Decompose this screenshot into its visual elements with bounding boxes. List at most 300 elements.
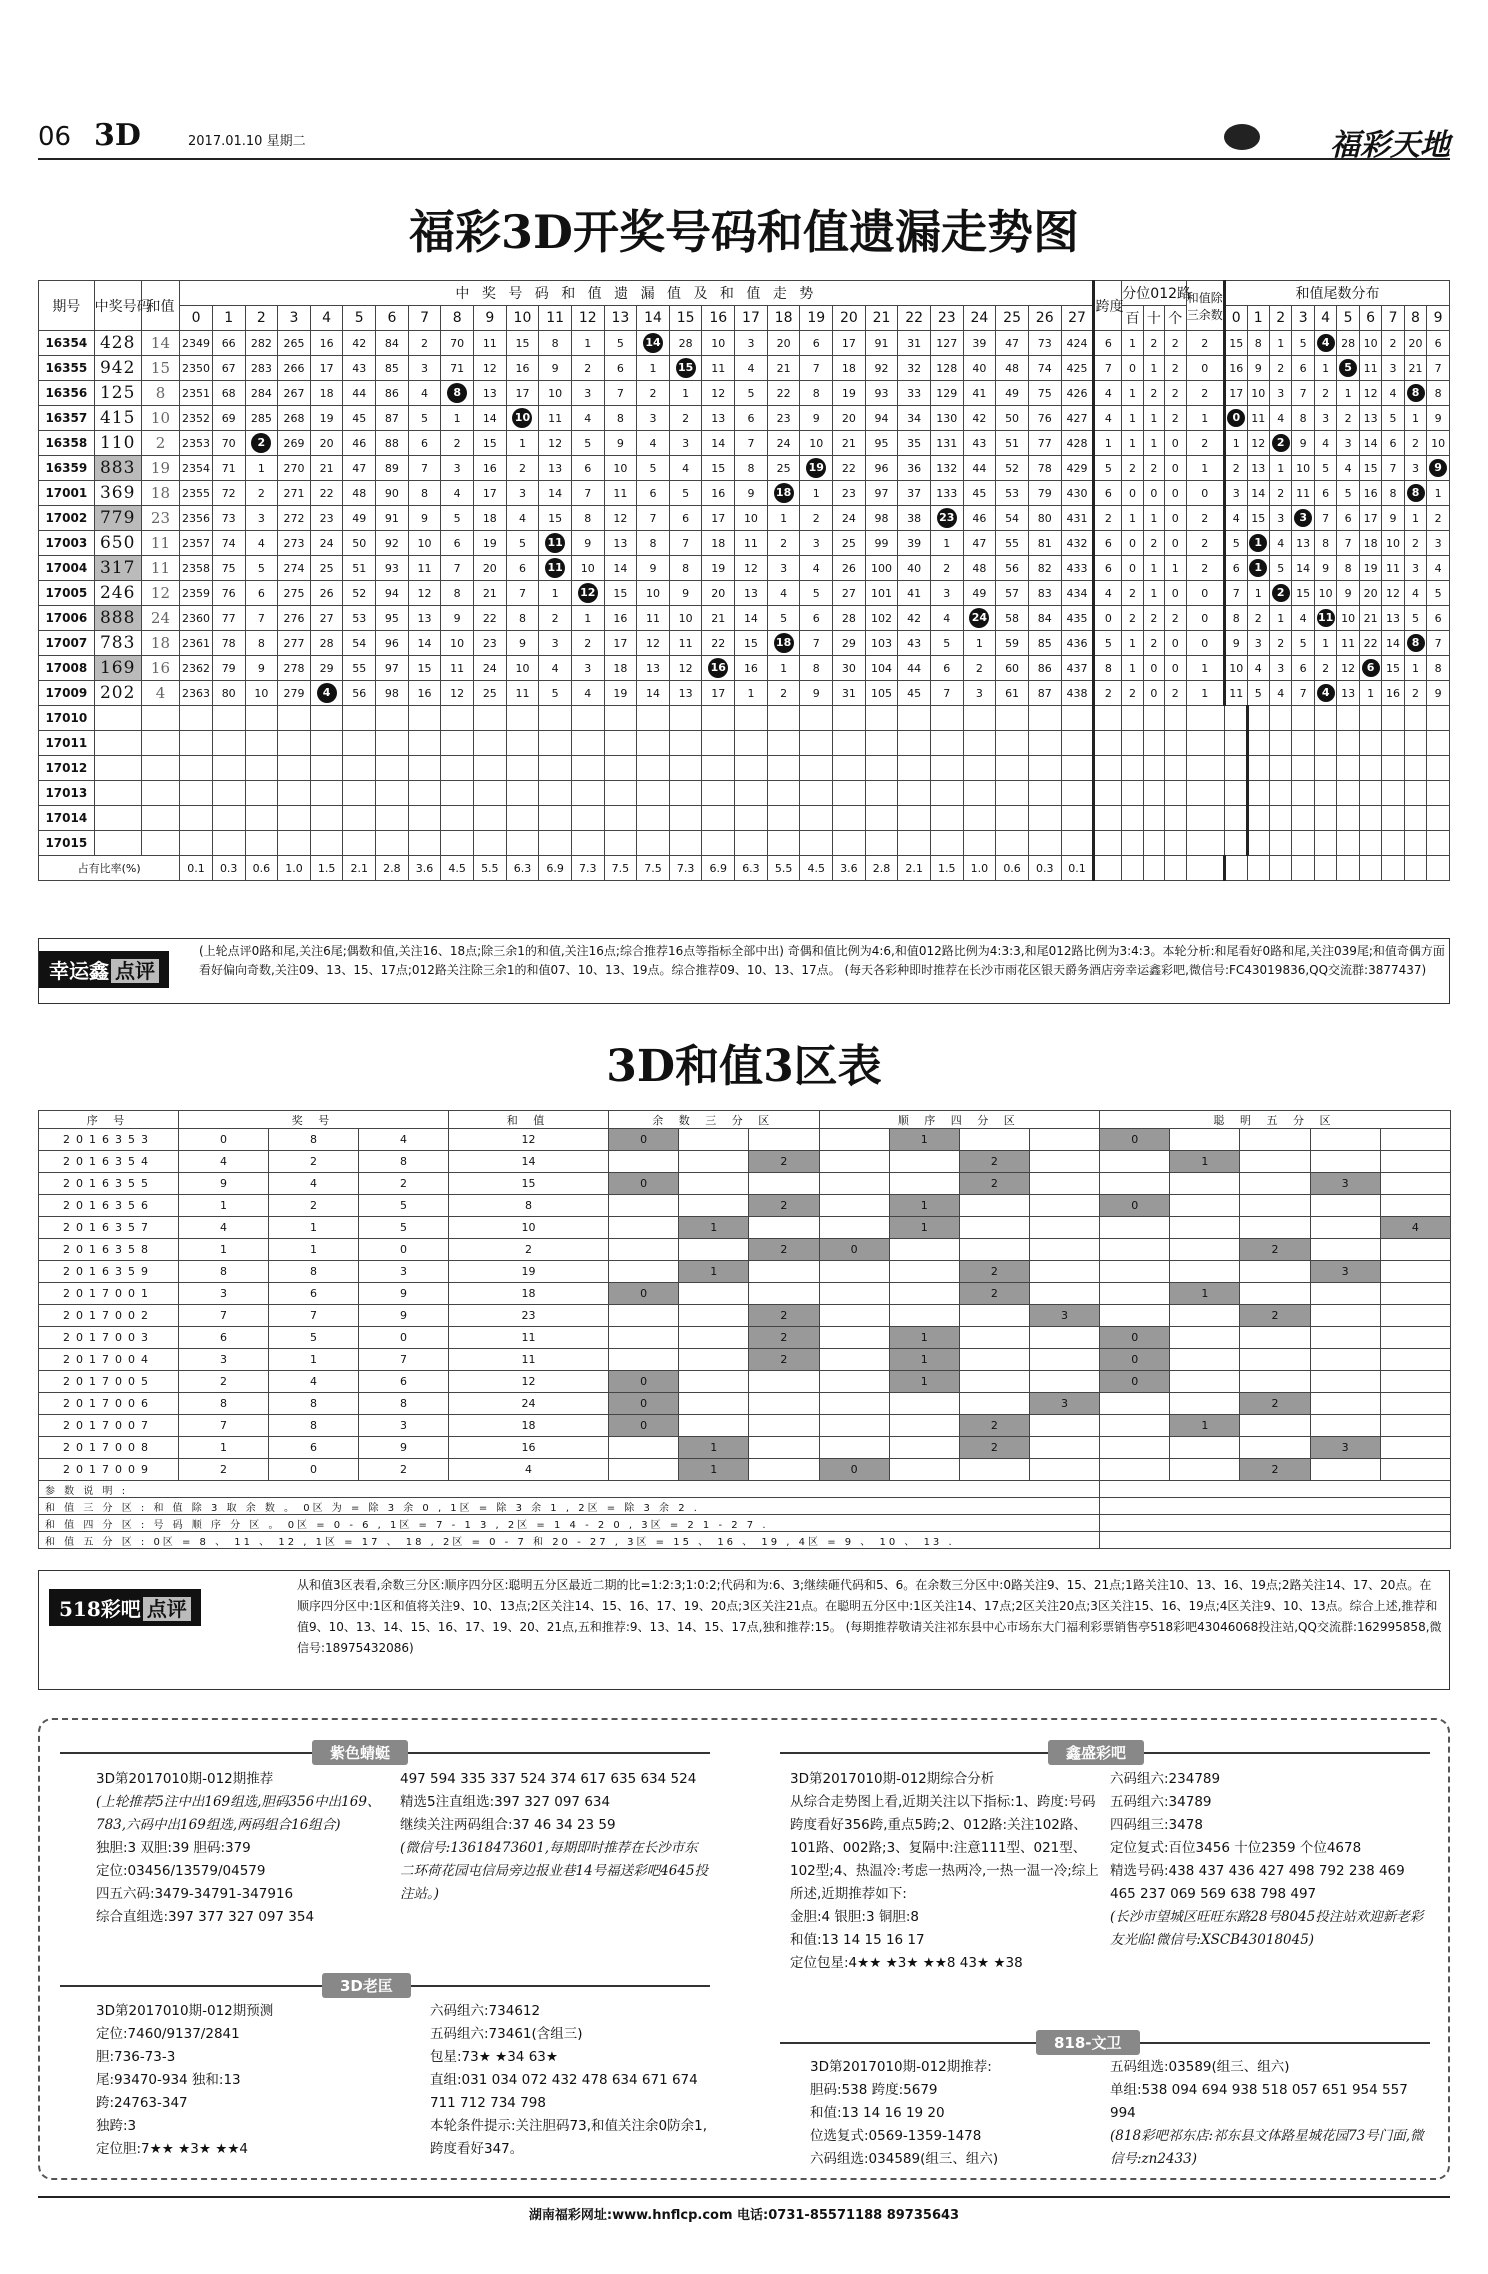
omit-cell: 24 bbox=[310, 531, 343, 556]
omit-cell: 2 bbox=[408, 331, 441, 356]
sum-head: 0 bbox=[180, 306, 213, 331]
empty-cell bbox=[1247, 806, 1269, 831]
tail-cell: 5 bbox=[1404, 606, 1426, 631]
tail-cell: 2 bbox=[1314, 381, 1336, 406]
tail-cell: 5 bbox=[1337, 481, 1359, 506]
ratio-value: 0.6 bbox=[996, 856, 1029, 881]
empty-cell bbox=[604, 756, 637, 781]
zone5-cell bbox=[1100, 1217, 1170, 1239]
omit-cell: 5 bbox=[441, 506, 474, 531]
empty-cell bbox=[1061, 756, 1094, 781]
omit-cell: 1 bbox=[539, 581, 572, 606]
empty-row bbox=[39, 781, 1450, 806]
zone5-cell bbox=[1380, 1415, 1450, 1437]
ratio-value: 1.5 bbox=[930, 856, 963, 881]
zone5-cell: 0 bbox=[1100, 1129, 1170, 1151]
omit-cell: 84 bbox=[376, 331, 409, 356]
tail-cell: 7 bbox=[1292, 681, 1314, 706]
omit-cell: 16 bbox=[506, 356, 539, 381]
zise-right-col bbox=[400, 1768, 710, 1906]
empty-cell bbox=[1404, 706, 1426, 731]
tail-head: 8 bbox=[1404, 306, 1426, 331]
recommend-line: 3D第2017010期-012期预测 bbox=[96, 2003, 274, 2019]
empty-cell bbox=[996, 706, 1029, 731]
empty-cell bbox=[898, 781, 931, 806]
zone4-cell: 3 bbox=[1029, 1305, 1099, 1327]
tail-cell: 22 bbox=[1359, 631, 1381, 656]
tail-head: 2 bbox=[1269, 306, 1291, 331]
empty-cell bbox=[963, 706, 996, 731]
omit-cell: 20 bbox=[474, 556, 507, 581]
omit-cell: 265 bbox=[278, 331, 311, 356]
zone-digit: 8 bbox=[269, 1393, 359, 1415]
issue-no: 16354 bbox=[39, 331, 95, 356]
omit-cell: 56 bbox=[343, 681, 376, 706]
zone4-cell bbox=[819, 1305, 889, 1327]
recommend-line: 包星:73★ ★34 63★ bbox=[430, 2049, 558, 2065]
omit-cell: 6 bbox=[800, 331, 833, 356]
omit-cell: 3 bbox=[735, 331, 768, 356]
omit-cell: 10 bbox=[637, 581, 670, 606]
omit-cell: 16 bbox=[702, 481, 735, 506]
tail-cell: 12 bbox=[1359, 381, 1381, 406]
omit-cell: 37 bbox=[898, 481, 931, 506]
tail-cell: 15 bbox=[1359, 456, 1381, 481]
tail-cell: 3 bbox=[1247, 631, 1269, 656]
empty-cell bbox=[963, 731, 996, 756]
omit-cell: 6 bbox=[506, 556, 539, 581]
empty-cell bbox=[1269, 856, 1291, 881]
empty-cell bbox=[1359, 831, 1381, 856]
empty-cell bbox=[800, 781, 833, 806]
issue-no: 16357 bbox=[39, 406, 95, 431]
omit-cell: 4 bbox=[735, 356, 768, 381]
omit-cell: 431 bbox=[1061, 506, 1094, 531]
zone-digit: 3 bbox=[359, 1415, 449, 1437]
empty-cell bbox=[735, 756, 768, 781]
zone4-cell bbox=[819, 1283, 889, 1305]
empty-cell bbox=[930, 756, 963, 781]
empty-cell bbox=[1269, 756, 1291, 781]
zone5-cell: 1 bbox=[1170, 1283, 1240, 1305]
zone5-cell bbox=[1240, 1437, 1310, 1459]
empty-cell bbox=[930, 731, 963, 756]
ratio-value: 2.1 bbox=[898, 856, 931, 881]
zone3-cell: 2 bbox=[749, 1349, 819, 1371]
omit-cell: 13 bbox=[637, 656, 670, 681]
ratio-value: 7.3 bbox=[571, 856, 604, 881]
omit-cell: 2 bbox=[963, 656, 996, 681]
span-value: 0 bbox=[1094, 606, 1122, 631]
road-value: 0 bbox=[1165, 431, 1186, 456]
omit-cell: 76 bbox=[1028, 406, 1061, 431]
road-value: 1 bbox=[1122, 406, 1143, 431]
ratio-row bbox=[39, 856, 1450, 881]
omit-cell: 1 bbox=[800, 481, 833, 506]
empty-cell bbox=[1225, 856, 1247, 881]
empty-cell bbox=[735, 831, 768, 856]
omit-cell: 2 bbox=[767, 531, 800, 556]
omit-cell: 32 bbox=[898, 356, 931, 381]
omit-cell: 8 bbox=[441, 581, 474, 606]
ratio-label: 占有比率(%) bbox=[39, 856, 180, 881]
empty-cell bbox=[702, 806, 735, 831]
zone-row bbox=[39, 1129, 1451, 1151]
empty-cell bbox=[767, 706, 800, 731]
recommend-line: 五码组六:73461(含组三) bbox=[430, 2026, 583, 2042]
tail-cell: 1 bbox=[1314, 631, 1336, 656]
tail-ball: 11 bbox=[1317, 609, 1335, 627]
omit-cell: 17 bbox=[604, 631, 637, 656]
zone4-cell: 3 bbox=[1029, 1393, 1099, 1415]
empty-cell bbox=[180, 731, 213, 756]
empty-cell bbox=[1165, 806, 1186, 831]
tail-cell: 3 bbox=[1269, 506, 1291, 531]
zone-sum: 8 bbox=[449, 1195, 609, 1217]
ratio-value: 2.1 bbox=[343, 856, 376, 881]
tail-cell: 11 bbox=[1359, 356, 1381, 381]
zone3-cell bbox=[679, 1349, 749, 1371]
trend-row bbox=[39, 656, 1450, 681]
issue-no: 17014 bbox=[39, 806, 95, 831]
empty-cell bbox=[1100, 1532, 1451, 1549]
tail-cell: 3 bbox=[1337, 431, 1359, 456]
tail-cell: 6 bbox=[1427, 331, 1450, 356]
wenwei-right-col bbox=[1110, 2056, 1430, 2171]
zone5-cell bbox=[1170, 1349, 1240, 1371]
zone4-cell bbox=[1029, 1239, 1099, 1261]
empty-cell bbox=[1247, 856, 1269, 881]
omit-cell: 9 bbox=[441, 606, 474, 631]
zone-digit: 7 bbox=[359, 1349, 449, 1371]
ratio-value: 6.3 bbox=[735, 856, 768, 881]
tail-cell: 2 bbox=[1269, 631, 1291, 656]
zone-digit: 6 bbox=[359, 1371, 449, 1393]
omit-cell: 92 bbox=[376, 531, 409, 556]
omit-cell: 94 bbox=[865, 406, 898, 431]
omit-cell: 90 bbox=[376, 481, 409, 506]
empty-cell bbox=[1143, 806, 1164, 831]
issue-no: 17012 bbox=[39, 756, 95, 781]
sum-head: 2 bbox=[245, 306, 278, 331]
tail-cell: 15 bbox=[1292, 581, 1314, 606]
omit-cell: 4 bbox=[539, 656, 572, 681]
omit-cell: 274 bbox=[278, 556, 311, 581]
empty-cell bbox=[180, 706, 213, 731]
omit-cell: 5 bbox=[571, 431, 604, 456]
omit-cell bbox=[539, 556, 572, 581]
zone-row bbox=[39, 1349, 1451, 1371]
zone-digit: 2 bbox=[179, 1459, 269, 1481]
tail-cell: 2 bbox=[1404, 431, 1426, 456]
road-value: 0 bbox=[1165, 506, 1186, 531]
omit-cell: 7 bbox=[800, 356, 833, 381]
tail-cell: 2 bbox=[1404, 681, 1426, 706]
win-number: 246 bbox=[94, 581, 141, 606]
empty-cell bbox=[898, 756, 931, 781]
omit-cell: 23 bbox=[474, 631, 507, 656]
zone-digit: 1 bbox=[269, 1217, 359, 1239]
empty-cell bbox=[180, 781, 213, 806]
span-value: 2 bbox=[1094, 681, 1122, 706]
empty-cell bbox=[539, 831, 572, 856]
recommend-line: 定位:7460/9137/2841 bbox=[96, 2026, 240, 2042]
tail-cell: 6 bbox=[1292, 356, 1314, 381]
omit-cell: 11 bbox=[506, 681, 539, 706]
road-value: 2 bbox=[1165, 331, 1186, 356]
zone4-cell bbox=[1029, 1437, 1099, 1459]
tail-cell: 7 bbox=[1427, 356, 1450, 381]
zone5-cell bbox=[1240, 1151, 1310, 1173]
omit-cell bbox=[539, 531, 572, 556]
omit-cell: 9 bbox=[408, 506, 441, 531]
empty-cell bbox=[833, 781, 866, 806]
empty-cell bbox=[1427, 831, 1450, 856]
tail-cell: 1 bbox=[1404, 656, 1426, 681]
win-number: 783 bbox=[94, 631, 141, 656]
omit-cell: 2 bbox=[767, 681, 800, 706]
recommend-line: (上轮推荐5注中出169组选,胆码356中出169、783,六码中出169组选,两码组合16组合) bbox=[96, 1794, 381, 1833]
empty-cell bbox=[141, 806, 180, 831]
sum-value: 2 bbox=[141, 431, 180, 456]
road-value: 0 bbox=[1122, 356, 1143, 381]
empty-cell bbox=[1247, 731, 1269, 756]
sum-head: 13 bbox=[604, 306, 637, 331]
omit-cell: 83 bbox=[1028, 581, 1061, 606]
zone3-cell bbox=[679, 1393, 749, 1415]
omit-cell: 425 bbox=[1061, 356, 1094, 381]
zone-row bbox=[39, 1305, 1451, 1327]
empty-cell bbox=[441, 781, 474, 806]
tail-cell: 18 bbox=[1359, 531, 1381, 556]
omit-cell: 14 bbox=[637, 681, 670, 706]
tail-cell bbox=[1314, 681, 1336, 706]
omit-cell: 275 bbox=[278, 581, 311, 606]
tail-cell: 3 bbox=[1404, 556, 1426, 581]
col-road: 分位012路 bbox=[1122, 281, 1186, 306]
span-value: 6 bbox=[1094, 331, 1122, 356]
omit-cell: 2360 bbox=[180, 606, 213, 631]
tail-cell bbox=[1404, 631, 1426, 656]
zone-digit: 6 bbox=[269, 1437, 359, 1459]
sum-head: 19 bbox=[800, 306, 833, 331]
hit-ball: 10 bbox=[512, 408, 532, 428]
ratio-value: 2.8 bbox=[376, 856, 409, 881]
tail-head: 7 bbox=[1382, 306, 1404, 331]
zone3-cell: 2 bbox=[749, 1305, 819, 1327]
ratio-value: 2.8 bbox=[865, 856, 898, 881]
win-number: 110 bbox=[94, 431, 141, 456]
issue-no: 17007 bbox=[39, 631, 95, 656]
zone3-cell: 1 bbox=[679, 1437, 749, 1459]
omit-cell: 424 bbox=[1061, 331, 1094, 356]
empty-cell bbox=[212, 831, 245, 856]
omit-cell: 47 bbox=[996, 331, 1029, 356]
issue-no: 17008 bbox=[39, 656, 95, 681]
zone4-cell bbox=[1029, 1129, 1099, 1151]
col-issue: 期号 bbox=[39, 281, 95, 331]
issue-no: 16355 bbox=[39, 356, 95, 381]
sum-value: 12 bbox=[141, 581, 180, 606]
issue-no: 17002 bbox=[39, 506, 95, 531]
omit-cell: 27 bbox=[310, 606, 343, 631]
zone3-cell bbox=[679, 1327, 749, 1349]
page-footer: 湖南福彩网址:www.hnflcp.com 电话:0731-85571188 89735643 bbox=[38, 2196, 1450, 2223]
omit-cell: 30 bbox=[833, 656, 866, 681]
omit-cell: 5 bbox=[245, 556, 278, 581]
zone-issue: 2017005 bbox=[39, 1371, 179, 1393]
omit-cell bbox=[506, 406, 539, 431]
empty-cell bbox=[1404, 831, 1426, 856]
tail-cell: 14 bbox=[1247, 481, 1269, 506]
zone4-cell bbox=[889, 1239, 959, 1261]
omit-cell: 13 bbox=[669, 681, 702, 706]
zone5-cell bbox=[1240, 1195, 1310, 1217]
trend-row bbox=[39, 631, 1450, 656]
empty-cell bbox=[343, 806, 376, 831]
zone3-cell: 1 bbox=[679, 1261, 749, 1283]
empty-cell bbox=[604, 731, 637, 756]
omit-cell: 29 bbox=[310, 656, 343, 681]
empty-cell bbox=[637, 706, 670, 731]
zone5-cell bbox=[1170, 1129, 1240, 1151]
empty-cell bbox=[1269, 706, 1291, 731]
tail-ball: 1 bbox=[1249, 534, 1267, 552]
road-value: 2 bbox=[1143, 631, 1164, 656]
road-value: 1 bbox=[1143, 356, 1164, 381]
tail-cell: 16 bbox=[1225, 356, 1247, 381]
zone5-cell bbox=[1310, 1459, 1380, 1481]
tail-cell: 28 bbox=[1337, 331, 1359, 356]
omit-cell: 19 bbox=[702, 556, 735, 581]
omit-cell: 2 bbox=[441, 431, 474, 456]
empty-cell bbox=[669, 706, 702, 731]
tail-cell: 3 bbox=[1314, 406, 1336, 431]
tail-cell: 10 bbox=[1225, 656, 1247, 681]
empty-cell bbox=[669, 806, 702, 831]
omit-cell: 16 bbox=[604, 606, 637, 631]
empty-cell bbox=[1225, 806, 1247, 831]
road-value: 0 bbox=[1122, 556, 1143, 581]
tail-cell: 15 bbox=[1225, 331, 1247, 356]
omit-cell: 16 bbox=[408, 681, 441, 706]
tail-cell: 7 bbox=[1314, 506, 1336, 531]
omit-cell: 59 bbox=[996, 631, 1029, 656]
zone-sum: 10 bbox=[449, 1217, 609, 1239]
trend-head-row bbox=[39, 281, 1450, 306]
zone3-cell: 2 bbox=[749, 1151, 819, 1173]
mod-value: 2 bbox=[1186, 556, 1225, 581]
omit-cell: 12 bbox=[637, 631, 670, 656]
empty-cell bbox=[1382, 781, 1404, 806]
empty-cell bbox=[441, 731, 474, 756]
sum-value: 4 bbox=[141, 681, 180, 706]
mod-value: 1 bbox=[1186, 656, 1225, 681]
trend-row bbox=[39, 481, 1450, 506]
empty-cell bbox=[94, 706, 141, 731]
zone4-cell bbox=[959, 1327, 1029, 1349]
tail-cell: 8 bbox=[1427, 381, 1450, 406]
omit-cell: 4 bbox=[930, 606, 963, 631]
zone4-cell bbox=[819, 1261, 889, 1283]
omit-cell: 15 bbox=[408, 656, 441, 681]
omit-cell: 129 bbox=[930, 381, 963, 406]
mod-value: 0 bbox=[1186, 481, 1225, 506]
zone3-cell bbox=[609, 1217, 679, 1239]
empty-cell bbox=[767, 781, 800, 806]
zone3-cell bbox=[679, 1305, 749, 1327]
omit-cell: 2362 bbox=[180, 656, 213, 681]
empty-cell bbox=[1186, 831, 1225, 856]
tail-ball: 2 bbox=[1272, 434, 1290, 452]
tail-cell: 4 bbox=[1269, 406, 1291, 431]
empty-cell bbox=[865, 731, 898, 756]
zone4-cell bbox=[819, 1173, 889, 1195]
omit-cell: 53 bbox=[343, 606, 376, 631]
tail-cell: 3 bbox=[1225, 481, 1247, 506]
empty-cell bbox=[963, 806, 996, 831]
omit-cell: 20 bbox=[702, 581, 735, 606]
omit-cell: 8 bbox=[539, 331, 572, 356]
sum-head: 8 bbox=[441, 306, 474, 331]
omit-cell: 433 bbox=[1061, 556, 1094, 581]
omit-cell bbox=[800, 456, 833, 481]
tail-cell: 1 bbox=[1427, 481, 1450, 506]
zone3-cell bbox=[749, 1459, 819, 1481]
omit-cell: 14 bbox=[474, 406, 507, 431]
omit-cell: 33 bbox=[898, 381, 931, 406]
omit-cell: 36 bbox=[898, 456, 931, 481]
omit-cell: 45 bbox=[898, 681, 931, 706]
omit-cell: 50 bbox=[996, 406, 1029, 431]
zone-digit: 8 bbox=[269, 1129, 359, 1151]
sum-value: 11 bbox=[141, 531, 180, 556]
hit-ball: 4 bbox=[317, 683, 337, 703]
trend-row bbox=[39, 456, 1450, 481]
empty-cell bbox=[1269, 731, 1291, 756]
empty-cell bbox=[571, 831, 604, 856]
zone5-cell bbox=[1310, 1305, 1380, 1327]
omit-cell: 4 bbox=[506, 506, 539, 531]
lucky-comment-box bbox=[38, 938, 1450, 1004]
zone-digit: 7 bbox=[179, 1305, 269, 1327]
omit-cell: 15 bbox=[474, 431, 507, 456]
tail-cell: 4 bbox=[1292, 606, 1314, 631]
omit-cell: 23 bbox=[310, 506, 343, 531]
omit-cell: 8 bbox=[245, 631, 278, 656]
tail-cell: 21 bbox=[1359, 606, 1381, 631]
omit-cell: 17 bbox=[310, 356, 343, 381]
empty-cell bbox=[637, 781, 670, 806]
trend-row bbox=[39, 506, 1450, 531]
empty-cell bbox=[1122, 731, 1143, 756]
empty-cell bbox=[1382, 856, 1404, 881]
zone5-cell bbox=[1170, 1195, 1240, 1217]
zone-row bbox=[39, 1393, 1451, 1415]
zone5-cell bbox=[1310, 1283, 1380, 1305]
road-value: 1 bbox=[1122, 631, 1143, 656]
win-number: 369 bbox=[94, 481, 141, 506]
tail-cell: 2 bbox=[1247, 606, 1269, 631]
empty-cell bbox=[212, 706, 245, 731]
mod-value: 0 bbox=[1186, 356, 1225, 381]
tail-cell: 1 bbox=[1359, 681, 1381, 706]
mod-value: 2 bbox=[1186, 381, 1225, 406]
zone-digit: 9 bbox=[359, 1437, 449, 1459]
hit-ball: 23 bbox=[937, 508, 957, 528]
omit-cell: 13 bbox=[539, 456, 572, 481]
omit-cell: 11 bbox=[669, 631, 702, 656]
